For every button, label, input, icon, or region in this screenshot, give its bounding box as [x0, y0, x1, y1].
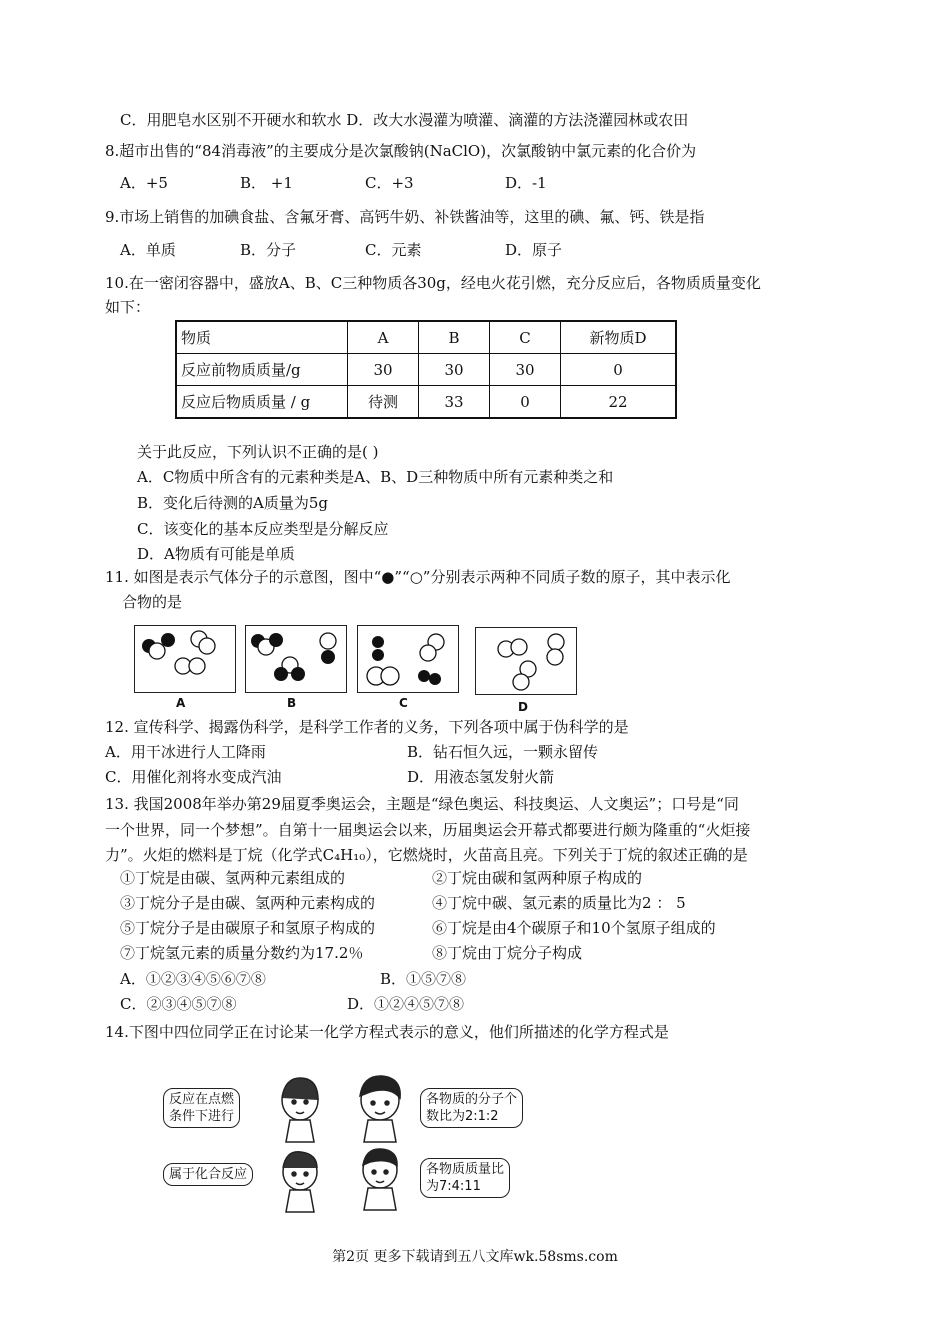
q8-option-a: A．+5	[120, 174, 168, 192]
molecule-box-c	[357, 625, 459, 693]
q10-option-c: C．该变化的基本反应类型是分解反应	[137, 520, 389, 538]
table-cell: 0	[561, 354, 677, 386]
q13-statement-2: ②丁烷由碳和氢两种原子构成的	[432, 869, 643, 887]
q10-mass-table	[175, 320, 677, 419]
q12-stem: 12. 宣传科学、揭露伪科学，是科学工作者的义务，下列各项中属于伪科学的是	[105, 718, 629, 736]
student-boy-icon	[283, 1152, 317, 1212]
table-cell: 22	[561, 386, 677, 419]
table-cell: 30	[490, 354, 561, 386]
page-footer: 第2页 更多下载请到五八文库wk.58sms.com	[332, 1249, 618, 1265]
table-cell: 30	[419, 354, 490, 386]
q13-statement-1: ①丁烷是由碳、氢两种元素组成的	[120, 869, 346, 887]
molecule-label-c: C	[399, 696, 408, 710]
q8-option-c: C．+3	[365, 174, 414, 192]
q10-option-d: D．A物质有可能是单质	[137, 545, 295, 563]
speech-bubble-text: 属于化合反应	[169, 1167, 248, 1182]
speech-bubble-text: 反应在点燃 条件下进行	[169, 1092, 235, 1124]
q8-stem: 8.超市出售的“84消毒液”的主要成分是次氯酸钠(NaClO)，次氯酸钠中氯元素的化合价为	[105, 142, 697, 160]
q12-option-b: B．钻石恒久远，一颗永留传	[407, 743, 599, 761]
q13-statement-8: ⑧丁烷由丁烷分子构成	[432, 944, 583, 962]
q12-option-c: C．用催化剂将水变成汽油	[105, 768, 282, 786]
q13-statement-5: ⑤丁烷分子是由碳原子和氢原子构成的	[120, 919, 376, 937]
q13-stem-line2: 一个世界，同一个梦想”。自第十一届奥运会以来，历届奥运会开幕式都要进行颇为隆重的“火炬接	[105, 821, 751, 839]
q13-statement-7: ⑦丁烷氢元素的质量分数约为17.2％	[120, 944, 364, 962]
q10-option-b: B．变化后待测的A质量为5g	[137, 494, 329, 512]
q11-stem-line1: 11. 如图是表示气体分子的示意图，图中“●”“○”分别表示两种不同质子数的原子，其中表示化	[105, 568, 731, 586]
q7-options-cd: C．用肥皂水区别不开硬水和软水 D．改大水漫灌为喷灌、滴灌的方法浇灌园林或农田	[120, 111, 689, 129]
speech-bubble-3	[163, 1163, 253, 1186]
student-boy-icon	[360, 1076, 400, 1142]
q12-option-d: D．用液态氢发射火箭	[407, 768, 555, 786]
q14-stem: 14.下图中四位同学正在讨论某一化学方程式表示的意义，他们所描述的化学方程式是	[105, 1023, 669, 1041]
q8-option-b: B． +1	[240, 174, 293, 192]
q13-statement-3: ③丁烷分子是由碳、氢两种元素构成的	[120, 894, 376, 912]
q11-stem-line2: 合物的是	[122, 593, 183, 611]
q13-option-d: D．①②④⑤⑦⑧	[347, 995, 465, 1013]
table-cell: 待测	[348, 386, 419, 419]
molecule-box-a	[134, 625, 236, 693]
q13-stem-line3: 力”。火炬的燃料是丁烷（化学式C₄H₁₀），它燃烧时，火苗高且亮。下列关于丁烷的叙述正确的是	[105, 846, 748, 864]
q10-sub-stem: 关于此反应，下列认识不正确的是( )	[137, 443, 379, 461]
q9-option-b: B．分子	[240, 241, 297, 259]
speech-bubble-4	[420, 1158, 510, 1198]
q13-option-b: B．①⑤⑦⑧	[380, 970, 467, 988]
q10-stem-line1: 10.在一密闭容器中，盛放A、B、C三种物质各30g，经电火花引燃，充分反应后，各物质质量变化	[105, 274, 761, 292]
speech-bubble-text: 各物质的分子个 数比为2:1:2	[426, 1092, 518, 1124]
table-cell: 反应前物质质量/g	[176, 354, 348, 386]
q9-option-d: D．原子	[505, 241, 563, 259]
molecule-box-b	[245, 625, 347, 693]
q13-statement-6: ⑥丁烷是由4个碳原子和10个氢原子组成的	[432, 919, 716, 937]
table-header-cell: A	[348, 321, 419, 354]
table-header-cell: 物质	[176, 321, 348, 354]
table-cell: 30	[348, 354, 419, 386]
table-row	[176, 386, 676, 419]
q9-option-c: C．元素	[365, 241, 422, 259]
q9-stem: 9.市场上销售的加碘食盐、含氟牙膏、高钙牛奶、补铁酱油等，这里的碘、氟、钙、铁是指	[105, 208, 705, 226]
q9-option-a: A．单质	[120, 241, 176, 259]
q13-stem-line1: 13. 我国2008年举办第29届夏季奥运会，主题是“绿色奥运、科技奥运、人文奥运”；口号是“同	[105, 795, 739, 813]
molecule-box-d	[475, 627, 577, 695]
q13-option-c: C．②③④⑤⑦⑧	[120, 995, 237, 1013]
table-header-row	[176, 321, 676, 354]
table-cell: 反应后物质质量 / g	[176, 386, 348, 419]
table-cell: 0	[490, 386, 561, 419]
q12-option-a: A．用干冰进行人工降雨	[105, 743, 266, 761]
q13-statement-4: ④丁烷中碳、氢元素的质量比为2 ： 5	[432, 894, 686, 912]
q10-option-a: A．C物质中所含有的元素种类是A、B、D三种物质中所有元素种类之和	[137, 468, 614, 486]
table-header-cell: 新物质D	[561, 321, 677, 354]
table-cell: 33	[419, 386, 490, 419]
speech-bubble-2	[420, 1088, 523, 1128]
speech-bubble-text: 各物质质量比 为7:4:11	[426, 1162, 505, 1194]
q10-stem-line2: 如下：	[105, 298, 151, 316]
table-header-cell: C	[490, 321, 561, 354]
molecule-label-d: D	[518, 700, 528, 714]
q8-option-d: D．-1	[505, 174, 547, 192]
speech-bubble-1	[163, 1088, 240, 1128]
table-row	[176, 354, 676, 386]
molecule-label-b: B	[287, 696, 297, 710]
student-boy-icon	[363, 1149, 397, 1210]
molecule-label-a: A	[176, 696, 186, 710]
q13-option-a: A．①②③④⑤⑥⑦⑧	[120, 970, 266, 988]
student-girl-icon	[282, 1078, 318, 1142]
table-header-cell: B	[419, 321, 490, 354]
